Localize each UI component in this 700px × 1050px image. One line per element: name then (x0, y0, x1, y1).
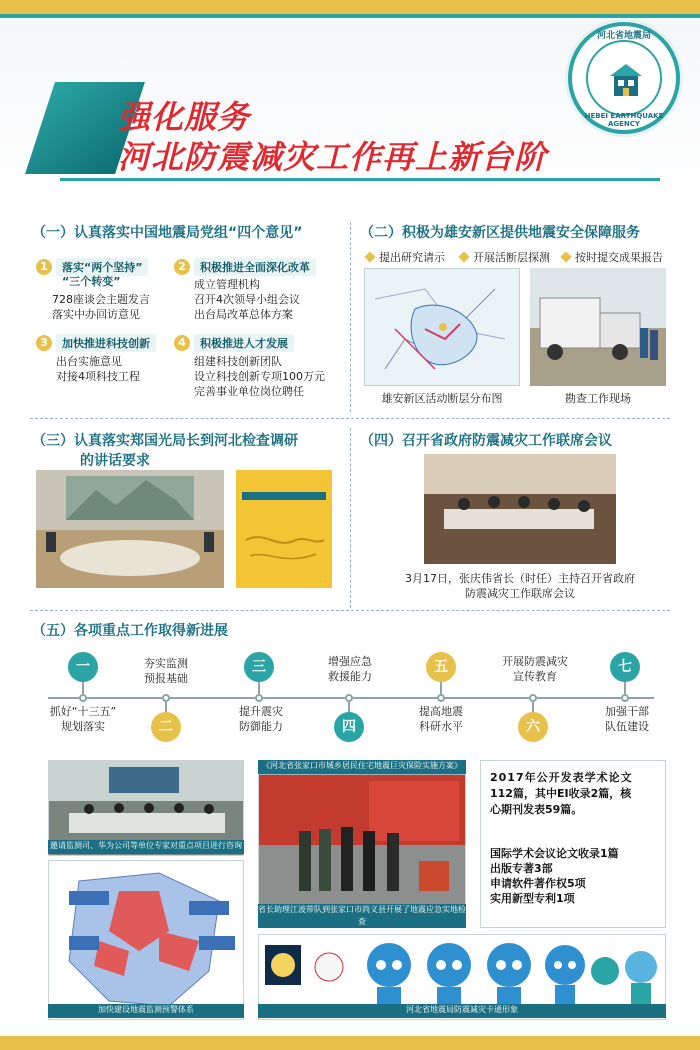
timeline-dot-2 (162, 694, 170, 702)
item4-line2: 设立科技创新专项100万元 (194, 370, 325, 383)
top-teal-bar (0, 14, 700, 18)
cartoon-caption: 河北省地震局防震减灾卡通形象 (258, 1004, 666, 1018)
item1-title-b: “三个转变” (62, 275, 121, 288)
stats-para1-line1: 2017年公开发表学术论文 (490, 771, 633, 784)
diamond-icon (560, 251, 571, 262)
timeline-label-1-b: 规划落实 (61, 720, 105, 733)
section1-item4-title (174, 334, 294, 352)
section2-bullet2: 开展活断层探测 (460, 249, 550, 265)
timeline-label-4-a: 增强应急 (328, 655, 372, 668)
survey-site-photo (530, 268, 666, 386)
logo-house-icon (606, 60, 646, 100)
item1-line2: 落实中办回访意见 (52, 308, 140, 321)
timeline-label-5-a: 提高地震 (419, 705, 463, 718)
monitoring-map-caption: 加快建设地震监测预警体系 (48, 1004, 244, 1018)
bottom-gold-strip (0, 1036, 700, 1050)
item3-line1: 出台实施意见 (56, 355, 122, 368)
timeline-dot-6 (529, 694, 537, 702)
map-caption: 雄安新区活动断层分布图 (381, 392, 503, 405)
timeline-label-6-a: 开展防震减灾 (502, 655, 568, 668)
xiongan-fault-map-image (364, 268, 520, 386)
item4-line3: 完善事业单位岗位聘任 (194, 385, 304, 398)
timeline-dot-3 (255, 694, 263, 702)
section5-heading: （五）各项重点工作取得新进展 (32, 623, 228, 639)
monitoring-map-image (48, 860, 244, 1020)
timeline-label-3-a: 提升震灾 (239, 705, 283, 718)
title-line-2: 河北防震减灾工作再上新台阶 (118, 138, 548, 176)
timeline-node-2: 二 (151, 712, 181, 742)
section4-heading: （四）召开省政府防震减灾工作联席会议 (360, 433, 612, 449)
timeline-node-1: 一 (68, 652, 98, 682)
timeline-label-2-b: 预报基础 (144, 672, 188, 685)
item2-number: 2 (174, 259, 190, 275)
divider-v-top (350, 222, 351, 412)
timeline-stem-5 (440, 682, 442, 694)
section3-heading-line2: 的讲话要求 (80, 453, 150, 469)
inspection-meeting-photo (36, 470, 224, 588)
emergency-insurance-title: 《河北省张家口市城乡居民住宅地震巨灾保险实施方案》 (258, 760, 466, 774)
item4-line1: 组建科技创新团队 (194, 355, 282, 368)
timeline-node-5: 五 (426, 652, 456, 682)
section4-caption-line2: 防震减灾工作联席会议 (465, 587, 575, 600)
site-caption: 勘查工作现场 (565, 392, 631, 405)
stats-para2-line1: 国际学术会议论文收录1篇 (490, 847, 619, 860)
divider-h-2 (30, 610, 670, 611)
timeline-dot-5 (437, 694, 445, 702)
stats-para1-line2: 112篇，其中EI收录2篇，核 (490, 787, 632, 800)
logo-text-top: 河北省地震局 (596, 31, 651, 41)
inspection-report-cover (236, 470, 332, 588)
agency-logo (568, 22, 680, 134)
timeline-label-2-a: 夯实监测 (144, 657, 188, 670)
timeline-node-7: 七 (610, 652, 640, 682)
item1-line1: 728座谈会主题发言 (52, 293, 150, 306)
stats-para2-line2: 出版专著3部 (490, 862, 553, 875)
joint-meeting-photo (424, 454, 616, 564)
section2-heading: （二）积极为雄安新区提供地震安全保障服务 (360, 225, 640, 241)
timeline-label-4-b: 救援能力 (328, 670, 372, 683)
item4-title-a: 积极推进人才发展 (194, 334, 294, 352)
timeline-node-4: 四 (334, 712, 364, 742)
timeline-dot-1 (79, 694, 87, 702)
logo-text-bottom: HEBEI EARTHQUAKE AGENCY (584, 112, 664, 128)
emergency-check-caption: 省长助理江波带队到张家口市尚义县开展了地震应急实地检查 (258, 905, 466, 926)
timeline-label-7-b: 队伍建设 (605, 720, 649, 733)
top-gold-strip (0, 0, 700, 14)
diamond-icon (364, 251, 375, 262)
item3-number: 3 (36, 335, 52, 351)
section2-bullet1: 提出研究请示 (366, 249, 445, 265)
item1-number: 1 (36, 259, 52, 275)
timeline-node-3: 三 (244, 652, 274, 682)
timeline-label-5-b: 科研水平 (419, 720, 463, 733)
timeline-dot-7 (621, 694, 629, 702)
item4-number: 4 (174, 335, 190, 351)
divider-v-mid (350, 428, 351, 608)
item3-title-a: 加快推进科技创新 (56, 334, 156, 352)
timeline-label-1-a: 抓好“十三五” (49, 705, 117, 718)
section3-heading-line1: （三）认真落实郑国光局长到河北检查调研 (32, 433, 298, 449)
section2-bullet3: 按时提交成果报告 (562, 249, 663, 265)
item1-title-a: 落实“两个坚持” (56, 258, 148, 276)
item2-line3: 出台局改革总体方案 (194, 308, 293, 321)
item3-line2: 对接4项科技工程 (56, 370, 140, 383)
timeline-stem-3 (258, 682, 260, 694)
section1-heading: （一）认真落实中国地震局党组“四个意见” (32, 225, 303, 241)
stats-para1-line3: 心期刊发表59篇。 (490, 803, 583, 816)
item2-title-a: 积极推进全面深化改革 (194, 258, 316, 276)
logo-inner-ring (586, 40, 662, 116)
section4-caption-line1: 3月17日，张庆伟省长（时任）主持召开省政府 (405, 572, 635, 585)
diamond-icon (458, 251, 469, 262)
expert-consult-caption: 邀请监测司、华为公司等单位专家对重点项目进行咨询 (48, 840, 244, 854)
section1-item3-title (36, 334, 156, 352)
item2-line1: 成立管理机构 (194, 278, 260, 291)
timeline-stem-1 (82, 682, 84, 694)
section1-item2-title (174, 258, 316, 276)
timeline-label-6-b: 宣传教育 (513, 670, 557, 683)
title-underline (60, 178, 660, 181)
timeline-label-3-b: 防御能力 (239, 720, 283, 733)
divider-h-1 (30, 418, 670, 419)
stats-para2-line4: 实用新型专利1项 (490, 892, 575, 905)
timeline-dot-4 (345, 694, 353, 702)
timeline-node-6: 六 (518, 712, 548, 742)
emergency-check-photo (258, 760, 466, 928)
stats-para2-line3: 申请软件著作权5项 (490, 877, 586, 890)
item2-line2: 召开4次领导小组会议 (194, 293, 300, 306)
title-line-1: 强化服务 (118, 98, 251, 136)
timeline-label-7-a: 加强干部 (605, 705, 649, 718)
timeline-stem-7 (624, 682, 626, 694)
